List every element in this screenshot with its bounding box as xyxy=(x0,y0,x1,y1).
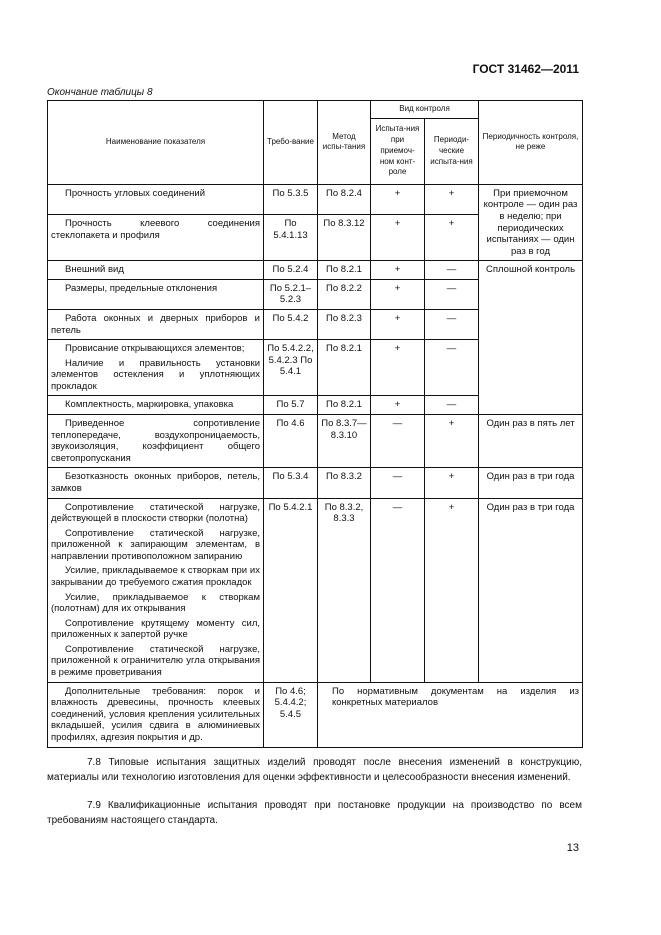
row-method: По 8.2.3 xyxy=(318,310,371,340)
header-method: Метод испы-тания xyxy=(318,101,371,185)
table-row xyxy=(48,498,583,682)
row-name: Сопротивление статической нагрузке, приложенной к ограничителю угла открывания в режиме проветривания xyxy=(51,643,260,679)
row-name: Сопротивление статической нагрузке, действующей в плоскости створки (полотна) xyxy=(51,501,260,525)
row-name: Провисание открывающихся элементов; xyxy=(65,343,245,355)
row-periodic: + xyxy=(425,415,479,468)
row-requirement: По 4.6 xyxy=(264,415,318,468)
row-name: Усилие, прикладываемое к створкам (полотнам) для их открывания xyxy=(51,591,260,615)
row-acceptance: + xyxy=(371,215,425,261)
row-requirement: По 5.4.2.2, 5.4.2.3 По 5.4.1 xyxy=(264,340,318,396)
row-acceptance: — xyxy=(371,415,425,468)
row-requirement: По 4.6; 5.4.4.2; 5.4.5 xyxy=(264,682,318,747)
paragraph-7-9: 7.9 Квалификационные испытания проводят при постановке продукции на производство по всем требованиям настоящего стандарта. xyxy=(47,800,582,826)
row-method: По 8.2.4 xyxy=(318,184,371,214)
header-acceptance: Испыта-ния при приемоч-ном конт-роле xyxy=(371,118,425,184)
row-periodic: — xyxy=(425,310,479,340)
row-periodic: — xyxy=(425,340,479,396)
table-8 xyxy=(47,100,583,748)
row-acceptance: + xyxy=(371,279,425,309)
row-acceptance: — xyxy=(371,468,425,498)
row-name: Приведенное сопротивление теплопередаче, воздухопроницаемость, звукоизоляция, коэффициент общего светопропускания xyxy=(51,418,260,464)
row-requirement: По 5.3.5 xyxy=(264,184,318,214)
row-requirement: По 5.4.2 xyxy=(264,310,318,340)
row-requirement: По 5.3.4 xyxy=(264,468,318,498)
row-method: По 8.2.1 xyxy=(318,261,371,280)
row-name: Работа оконных и дверных приборов и петель xyxy=(51,313,260,336)
frequency-cell: При приемочном контроле — один раз в неделю; при периодических испытаниях — один раз в год xyxy=(479,184,583,260)
table-caption: Окончание таблицы 8 xyxy=(47,87,153,98)
row-periodic: + xyxy=(425,468,479,498)
row-name: Дополнительные требования: порок и влажность древесины, прочность клеевых соединений, условия крепления усилительных вкладышей, усилия сдвига в алюминиевых профилях, адгезия покрытия и др. xyxy=(51,685,260,743)
page-number: 13 xyxy=(566,842,579,854)
table-row xyxy=(48,415,583,468)
row-name: Размеры, предельные отклонения xyxy=(65,282,218,294)
header-requirement: Требо-вание xyxy=(264,101,318,185)
row-name: Сопротивление крутящему моменту сил, приложенных к запертой ручке xyxy=(51,617,260,641)
frequency-cell: Один раз в три года xyxy=(479,468,583,498)
row-method: По 8.2.1 xyxy=(318,396,371,415)
row-name: Прочность клеевого соединения стеклопакета и профиля xyxy=(51,218,260,241)
row-periodic: — xyxy=(425,261,479,280)
row-requirement: По 5.4.2.1 xyxy=(264,498,318,682)
header-periodic: Периоди-ческие испыта-ния xyxy=(425,118,479,184)
row-acceptance: — xyxy=(371,498,425,682)
row-note: По нормативным документам на изделия из конкретных материалов xyxy=(318,682,583,747)
paragraph-7-8: 7.8 Типовые испытания защитных изделий проводят после внесения изменений в конструкцию, материалы или технологию изготовления для оценки эффективности и целесообразности внесения изменений. xyxy=(47,757,582,783)
row-method: По 8.3.2, 8.3.3 xyxy=(318,498,371,682)
row-requirement: По 5.2.1–5.2.3 xyxy=(264,279,318,309)
row-name: Безотказность оконных приборов, петель, замков xyxy=(51,471,260,494)
row-acceptance: + xyxy=(371,310,425,340)
row-periodic: + xyxy=(425,215,479,261)
row-name: Комплектность, маркировка, упаковка xyxy=(65,399,234,411)
row-periodic: + xyxy=(425,498,479,682)
row-requirement: По 5.4.1.13 xyxy=(264,215,318,261)
header-name: Наименование показателя xyxy=(48,101,264,185)
table-row xyxy=(48,184,583,214)
row-acceptance: + xyxy=(371,261,425,280)
row-periodic: — xyxy=(425,279,479,309)
row-method: По 8.3.7—8.3.10 xyxy=(318,415,371,468)
row-periodic: + xyxy=(425,184,479,214)
table-row xyxy=(48,682,583,747)
header-control-type: Вид контроля xyxy=(371,101,479,119)
row-name: Сопротивление статической нагрузке, приложенной к запирающим элементам, в направлении противоположном запиранию xyxy=(51,527,260,562)
header-frequency: Периодичность контроля, не реже xyxy=(479,101,583,185)
row-name: Наличие и правильность установки элементов остекления и уплотняющих прокладок xyxy=(51,357,260,392)
document-header: ГОСТ 31462—2011 xyxy=(472,62,579,76)
frequency-cell: Один раз в пять лет xyxy=(479,415,583,468)
row-name: Внешний вид xyxy=(65,264,124,276)
row-method: По 8.3.2 xyxy=(318,468,371,498)
row-acceptance: + xyxy=(371,184,425,214)
row-periodic: — xyxy=(425,396,479,415)
frequency-cell: Один раз в три года xyxy=(479,498,583,682)
row-requirement: По 5.7 xyxy=(264,396,318,415)
row-method: По 8.2.2 xyxy=(318,279,371,309)
row-method: По 8.2.1 xyxy=(318,340,371,396)
row-method: По 8.3.12 xyxy=(318,215,371,261)
table-row xyxy=(48,261,583,280)
row-requirement: По 5.2.4 xyxy=(264,261,318,280)
row-acceptance: + xyxy=(371,340,425,396)
row-name: Усилие, прикладываемое к створкам при их закрывании до требуемого сжатия прокладок xyxy=(51,565,260,588)
row-acceptance: + xyxy=(371,396,425,415)
frequency-cell: Сплошной контроль xyxy=(479,261,583,415)
table-row xyxy=(48,468,583,498)
row-name: Прочность угловых соединений xyxy=(65,187,206,199)
